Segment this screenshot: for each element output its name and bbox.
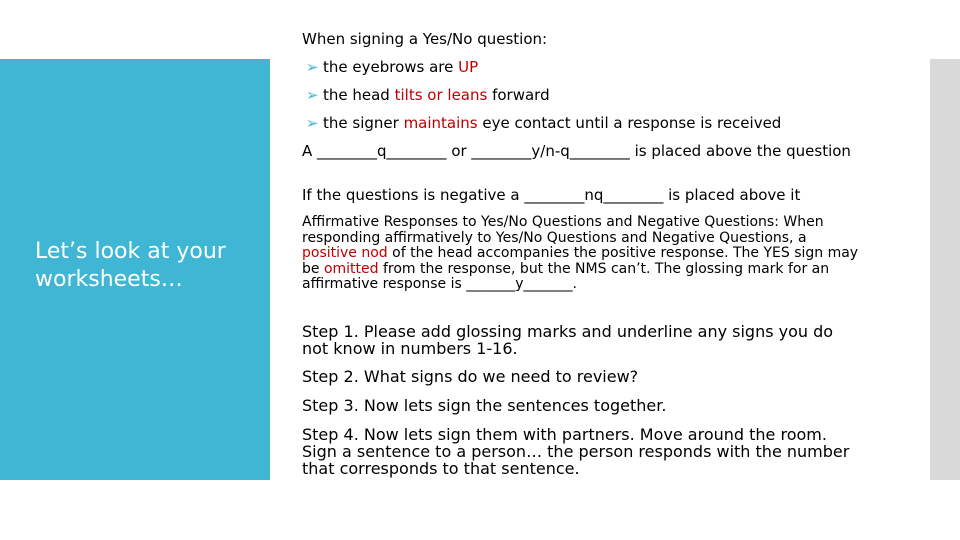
heading: When signing a Yes/No question: bbox=[302, 30, 548, 48]
step-1: Step 1. Please add glossing marks and underline any signs you do not know in numbers 1-16. bbox=[302, 322, 834, 358]
bullet-head: ➢ the head tilts or leans forward bbox=[306, 86, 550, 104]
slide-content bbox=[302, 0, 862, 540]
glossing-line: A ________q________ or ________y/n-q________ is placed above the question bbox=[302, 142, 851, 160]
bullet-eye-contact: ➢ the signer maintains eye contact until a response is received bbox=[306, 114, 782, 132]
negative-line: If the questions is negative a ________nq________ is placed above it bbox=[302, 186, 801, 204]
bullet-eyebrows: ➢ the eyebrows are UP bbox=[306, 58, 479, 76]
bullet-arrow-icon: ➢ bbox=[306, 86, 319, 104]
step-4: Step 4. Now lets sign them with partners. Move around the room. Sign a sentence to a person… the person responds with the number that corresponds to that sentence. bbox=[302, 425, 850, 478]
affirmative-paragraph: Affirmative Responses to Yes/No Questions and Negative Questions: When responding affirmatively to Yes/No Questions and Negative Questions, a positive nod of the head accompanies the positive response. The YES sign may be omitted from the response, but the NMS can’t. The glossing mark for an affirmative response is _______y_______. bbox=[302, 214, 859, 292]
step-2: Step 2. What signs do we need to review? bbox=[302, 367, 639, 386]
bullet-arrow-icon: ➢ bbox=[306, 114, 319, 132]
bullet-arrow-icon: ➢ bbox=[306, 58, 319, 76]
step-3: Step 3. Now lets sign the sentences together. bbox=[302, 396, 667, 415]
right-scroll-bar[interactable] bbox=[930, 59, 960, 480]
panel-title: Let’s look at your worksheets… bbox=[35, 239, 226, 292]
